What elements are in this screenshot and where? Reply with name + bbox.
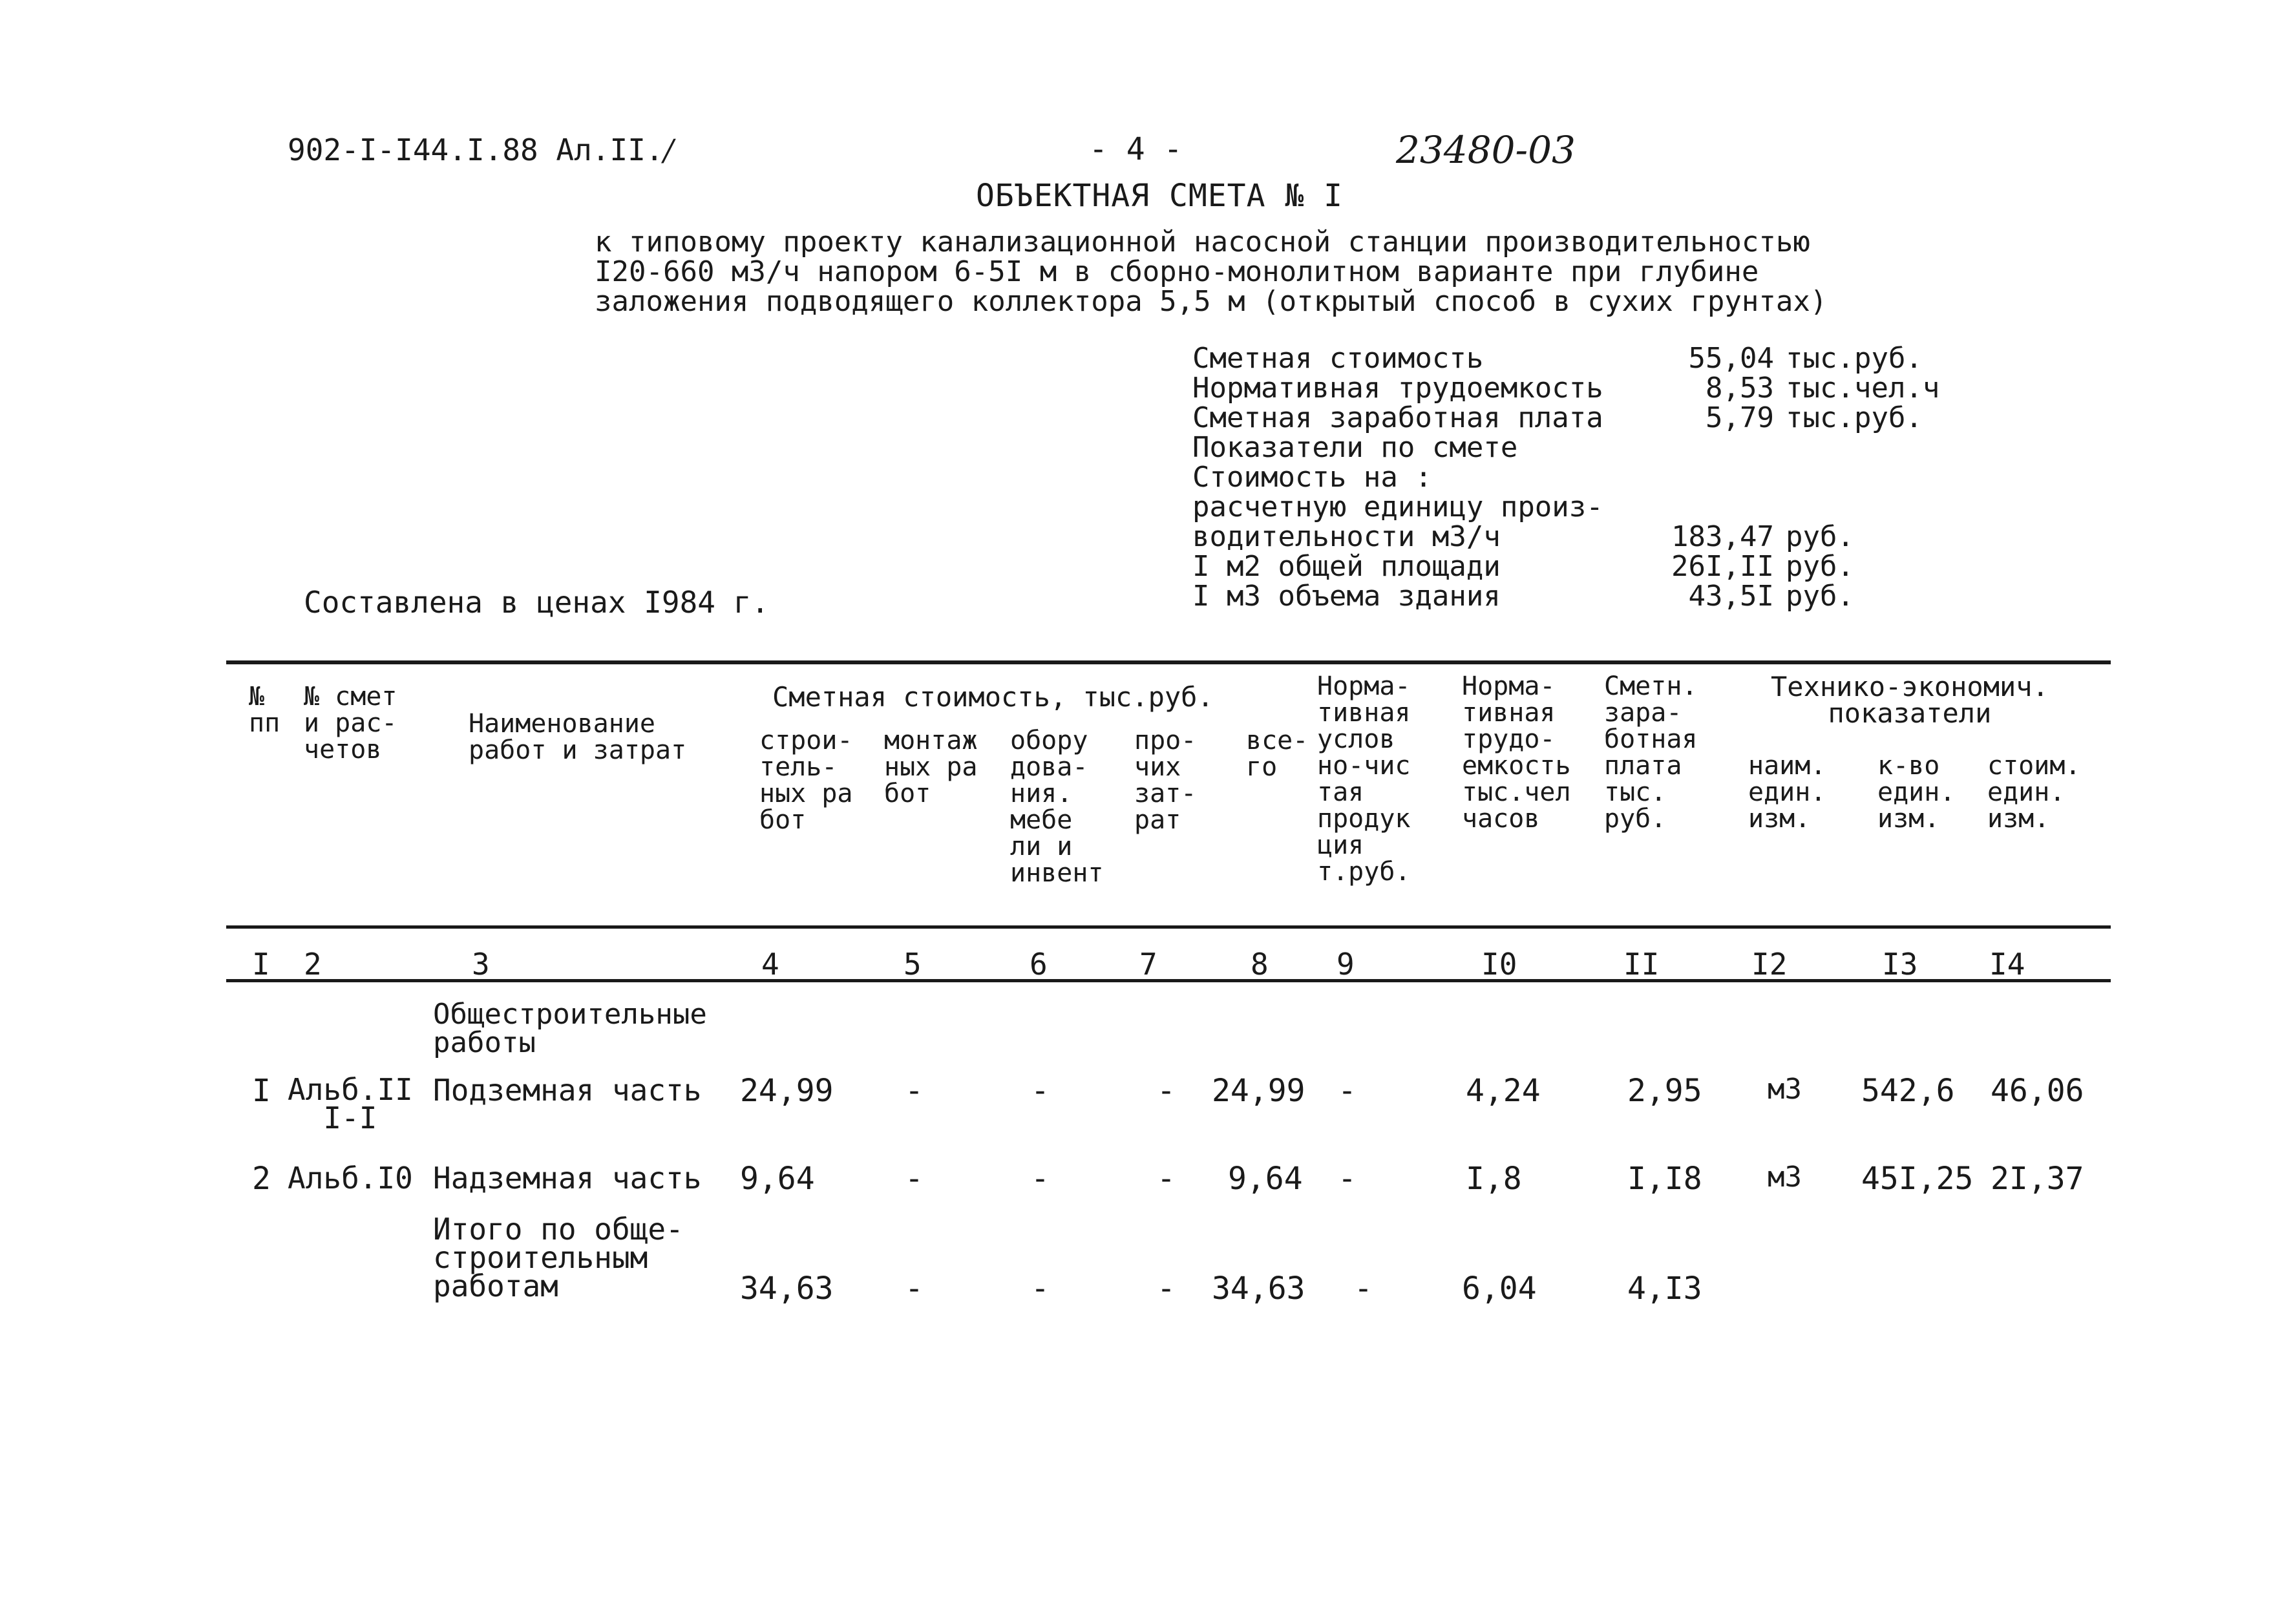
summary-label: водительности м3/ч bbox=[1192, 520, 1501, 553]
summary-unit: тыс.руб. bbox=[1786, 342, 1923, 375]
cell-equipment: - bbox=[1031, 1161, 1050, 1197]
cell-construction: 9,64 bbox=[740, 1161, 815, 1197]
header-unit-name: наим. един. изм. bbox=[1748, 751, 1826, 834]
cell-total: 24,99 bbox=[1212, 1073, 1305, 1109]
total-other: - bbox=[1157, 1271, 1176, 1307]
header-unit-cost: стоим. един. изм. bbox=[1987, 751, 2081, 834]
summary-unit: тыс.руб. bbox=[1786, 401, 1923, 434]
cell-total: 9,64 bbox=[1228, 1161, 1303, 1197]
subtitle-line: заложения подводящего коллектора 5,5 м (открытый способ в сухих грунтах) bbox=[595, 285, 1828, 318]
summary-value: 55,04 bbox=[1688, 342, 1774, 375]
table-top-rule bbox=[226, 660, 2111, 664]
summary-row bbox=[1192, 463, 1939, 492]
header-installation: монтаж ных ра бот bbox=[884, 726, 978, 808]
cell-labor: 4,24 bbox=[1466, 1073, 1541, 1109]
document-code-mark: / bbox=[663, 132, 674, 167]
header-estimate-number: № смет и рас- четов bbox=[304, 682, 397, 765]
cell-unit-cost: 2I,37 bbox=[1991, 1161, 2084, 1197]
column-number: I3 bbox=[1882, 947, 1918, 982]
header-unit-quantity: к-во един. изм. bbox=[1877, 751, 1956, 834]
summary-label: I м2 общей площади bbox=[1192, 550, 1501, 583]
header-row-number: № пп bbox=[249, 682, 280, 738]
summary-value: 43,5I bbox=[1688, 580, 1774, 613]
document-code-text: 902-I-I44.I.88 Ал.II. bbox=[288, 132, 664, 167]
summary-row bbox=[1192, 374, 1939, 403]
cell-labor: I,8 bbox=[1466, 1161, 1522, 1197]
table-header-rule bbox=[226, 925, 2111, 929]
cell-equipment: - bbox=[1031, 1073, 1050, 1109]
total-total: 34,63 bbox=[1212, 1271, 1305, 1307]
document-number: 23480-03 bbox=[1396, 128, 1576, 172]
summary-row bbox=[1192, 552, 1939, 582]
summary-value: 183,47 bbox=[1671, 520, 1774, 553]
subtitle bbox=[595, 227, 1827, 317]
column-number: II bbox=[1623, 947, 1660, 982]
cell-norm-net: - bbox=[1338, 1073, 1357, 1109]
header-construction: строи- тель- ных ра бот bbox=[759, 726, 853, 835]
summary-label: Показатели по смете bbox=[1192, 431, 1518, 464]
column-number: 3 bbox=[472, 947, 490, 982]
price-basis-note: Составлена в ценах I984 г. bbox=[304, 585, 770, 620]
summary-table bbox=[1192, 344, 1939, 611]
header-total: все- го bbox=[1246, 726, 1309, 782]
column-number: 2 bbox=[304, 947, 322, 982]
column-number: 7 bbox=[1139, 947, 1157, 982]
column-number: I bbox=[252, 947, 270, 982]
total-equipment: - bbox=[1031, 1271, 1050, 1307]
summary-row bbox=[1192, 433, 1939, 463]
total-installation: - bbox=[905, 1271, 924, 1307]
summary-row bbox=[1192, 522, 1939, 552]
total-wages: 4,I3 bbox=[1627, 1271, 1702, 1307]
header-labor: Норма- тивная трудо- емкость тыс.чел часов bbox=[1462, 671, 1571, 834]
summary-unit: руб. bbox=[1786, 580, 1854, 613]
header-wages: Сметн. зара- ботная плата тыс. руб. bbox=[1604, 671, 1698, 834]
summary-unit: руб. bbox=[1786, 550, 1854, 583]
subtitle-line: I20-660 м3/ч напором 6-5I м в сборно-монолитном варианте при глубине bbox=[595, 255, 1759, 288]
column-number: 8 bbox=[1251, 947, 1269, 982]
cell-construction: 24,99 bbox=[740, 1073, 834, 1109]
total-labor: 6,04 bbox=[1462, 1271, 1537, 1307]
cell-estimate: Альб.I0 bbox=[288, 1161, 413, 1196]
header-norm-net-product: Норма- тивная услов но-чис тая продук ция т.руб. bbox=[1317, 671, 1411, 887]
header-tech-group: Технико-экономич. показатели bbox=[1771, 671, 2049, 729]
header-work-name: Наименование работ и затрат bbox=[469, 709, 687, 765]
summary-row bbox=[1192, 582, 1939, 611]
cell-unit-name: м3 bbox=[1768, 1161, 1802, 1194]
summary-label: Сметная стоимость bbox=[1192, 342, 1484, 375]
cell-estimate: Альб.II I-I bbox=[288, 1072, 413, 1135]
summary-value: 26I,II bbox=[1671, 550, 1774, 583]
cell-norm-net: - bbox=[1338, 1161, 1357, 1197]
column-number: I2 bbox=[1751, 947, 1788, 982]
cell-unit-quantity: 542,6 bbox=[1861, 1073, 1955, 1109]
total-construction: 34,63 bbox=[740, 1271, 834, 1307]
cell-wages: 2,95 bbox=[1627, 1073, 1702, 1109]
cell-row-number: 2 bbox=[252, 1161, 271, 1197]
document-code bbox=[288, 132, 673, 167]
page-number: - 4 - bbox=[1089, 131, 1183, 167]
cell-row-number: I bbox=[252, 1073, 271, 1109]
cell-other: - bbox=[1157, 1161, 1176, 1197]
summary-label: Нормативная трудоемкость bbox=[1192, 372, 1603, 405]
summary-row bbox=[1192, 344, 1939, 374]
total-row-label: Итого по обще- строительным работам bbox=[433, 1212, 684, 1303]
cell-wages: I,I8 bbox=[1627, 1161, 1702, 1197]
cell-unit-cost: 46,06 bbox=[1991, 1073, 2084, 1109]
column-number: 5 bbox=[903, 947, 922, 982]
table-colnum-rule bbox=[226, 979, 2111, 982]
column-number: 9 bbox=[1336, 947, 1355, 982]
header-equipment: обору дова- ния. мебе ли и инвент bbox=[1010, 726, 1104, 888]
column-number: 4 bbox=[761, 947, 779, 982]
summary-unit: руб. bbox=[1786, 520, 1854, 553]
column-number: 6 bbox=[1030, 947, 1048, 982]
header-cost-group: Сметная стоимость, тыс.руб. bbox=[772, 681, 1214, 713]
summary-label: Стоимость на : bbox=[1192, 461, 1432, 494]
section-title: Общестроительные работы bbox=[433, 998, 707, 1059]
summary-label: расчетную единицу произ- bbox=[1192, 490, 1603, 523]
summary-value: 8,53 bbox=[1706, 372, 1774, 405]
summary-value: 5,79 bbox=[1706, 401, 1774, 434]
cell-unit-quantity: 45I,25 bbox=[1861, 1161, 1974, 1197]
column-number: I4 bbox=[1989, 947, 2025, 982]
cell-other: - bbox=[1157, 1073, 1176, 1109]
header-other: про- чих зат- рат bbox=[1134, 726, 1197, 835]
cell-installation: - bbox=[905, 1161, 924, 1197]
cell-work-name: Надземная часть bbox=[433, 1161, 702, 1196]
summary-label: I м3 объема здания bbox=[1192, 580, 1501, 613]
page-title: ОБЪЕКТНАЯ СМЕТА № I bbox=[976, 178, 1344, 214]
summary-unit: тыс.чел.ч bbox=[1786, 372, 1940, 405]
summary-row bbox=[1192, 492, 1939, 522]
column-number: I0 bbox=[1481, 947, 1517, 982]
subtitle-line: к типовому проекту канализационной насосной станции производительностью bbox=[595, 226, 1810, 258]
total-norm-net: - bbox=[1354, 1271, 1373, 1307]
summary-row bbox=[1192, 403, 1939, 433]
cell-work-name: Подземная часть bbox=[433, 1073, 702, 1108]
cell-installation: - bbox=[905, 1073, 924, 1109]
cell-unit-name: м3 bbox=[1768, 1073, 1802, 1106]
summary-label: Сметная заработная плата bbox=[1192, 401, 1603, 434]
